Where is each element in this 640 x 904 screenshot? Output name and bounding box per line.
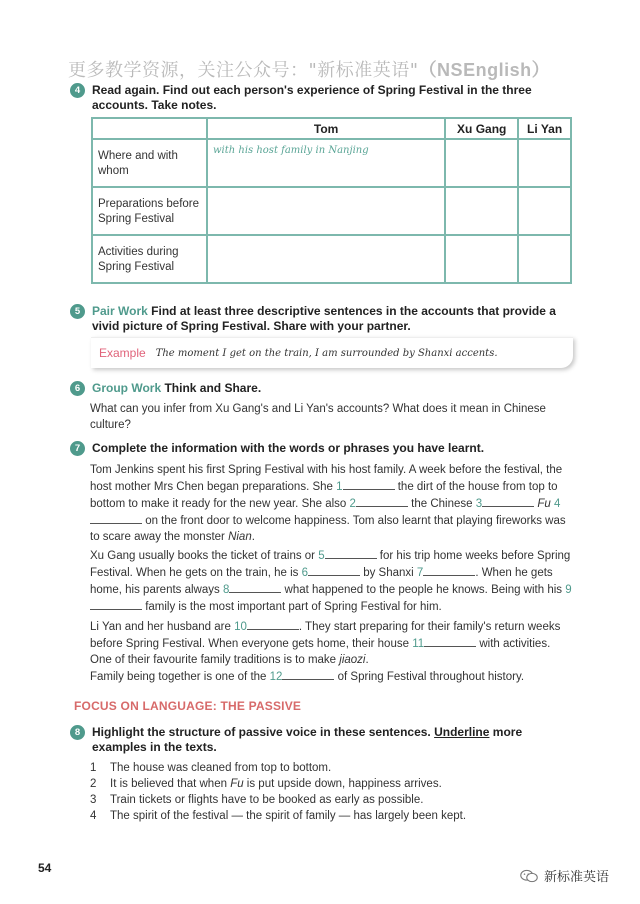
text-span: Tom Jenkins spent his first Spring Festival with his host family. A week before the festival, the host mother Mrs Chen began preparations. She: [90, 464, 563, 493]
list-item: [90, 792, 570, 808]
fill-blank[interactable]: [423, 564, 475, 576]
text-span: . When he gets home, his parents always: [90, 567, 553, 596]
question-8: [70, 725, 570, 755]
question-number-badge: 8: [70, 725, 85, 740]
blank-number: 2: [349, 498, 356, 510]
example-text: The moment I get on the train, I am surrounded by Shanxi accents.: [155, 347, 498, 359]
item-text: The house was cleaned from top to bottom.: [110, 762, 332, 774]
paragraph-li-yan: [90, 618, 574, 685]
answer-cell[interactable]: [518, 139, 571, 187]
text-span: the Chinese: [407, 498, 476, 510]
table-header-xu-gang: Xu Gang: [445, 118, 518, 139]
text-span: Family being together is one of the: [90, 671, 270, 683]
answer-cell[interactable]: [445, 139, 518, 187]
fill-blank[interactable]: [325, 547, 377, 559]
text-span: Li Yan and her husband are: [90, 621, 235, 633]
list-item: [90, 808, 570, 824]
question-number-badge: 6: [70, 381, 85, 396]
question-7-instruction: Complete the information with the words or phrases you have learnt.: [92, 441, 485, 455]
question-6-body: What can you infer from Xu Gang's and Li Yan's accounts? What does it mean in Chinese culture?: [90, 403, 546, 431]
text-span: what happened to the people he knows. Being with his: [281, 584, 566, 596]
answer-cell[interactable]: with his host family in Nanjing: [207, 139, 445, 187]
paragraph-tom: [90, 462, 574, 545]
table-header-blank: [92, 118, 207, 139]
text-span: .: [251, 531, 255, 543]
table-row: [92, 187, 571, 235]
text-span: .: [365, 654, 369, 666]
underline-word: Underline: [434, 725, 490, 739]
focus-section-title: FOCUS ON LANGUAGE: THE PASSIVE: [74, 699, 302, 713]
answer-cell[interactable]: [445, 187, 518, 235]
question-5: [70, 304, 570, 334]
item-number: 4: [90, 810, 97, 822]
fill-blank[interactable]: [424, 635, 476, 647]
list-item: [90, 760, 570, 776]
jiaozi-word: jiaozi: [339, 654, 366, 666]
watermark-english: （NSEnglish）: [418, 60, 551, 80]
blank-number: 5: [318, 550, 325, 562]
item-text: is put upside down, happiness arrives.: [243, 778, 442, 790]
answer-cell[interactable]: [518, 187, 571, 235]
item-text: It is believed that when: [110, 778, 231, 790]
question-number-badge: 5: [70, 304, 85, 319]
fu-word: Fu: [230, 778, 244, 790]
item-number: 1: [90, 762, 97, 774]
page-number: 54: [38, 861, 52, 875]
blank-number: 8: [222, 584, 230, 596]
q8-text-b: more examples in the texts.: [92, 725, 523, 754]
text-span: family is the most important part of Spring Festival for him.: [142, 601, 442, 613]
fill-blank[interactable]: [282, 668, 334, 680]
example-sentence-list: [90, 760, 570, 824]
text-span: by Shanxi: [360, 567, 417, 579]
blank-number: 11: [412, 638, 425, 650]
blank-number: 6: [301, 567, 308, 579]
question-4-instruction: Read again. Find out each person's experience of Spring Festival in the three accounts. Take notes.: [92, 83, 532, 112]
item-text: Train tickets or flights have to be booked as early as possible.: [110, 794, 424, 806]
brand-name: 新标准英语: [544, 870, 610, 885]
row-label: Activities during Spring Festival: [92, 235, 207, 283]
blank-number: 10: [234, 621, 247, 633]
item-number: 2: [90, 778, 97, 790]
example-box: [91, 337, 573, 368]
blank-number: 9: [565, 584, 572, 596]
table-header-tom: Tom: [207, 118, 445, 139]
fill-blank[interactable]: [356, 495, 408, 507]
fill-blank[interactable]: [247, 618, 299, 630]
question-6: [70, 381, 570, 396]
q8-text-a: Highlight the structure of passive voice in these sentences.: [92, 725, 435, 739]
question-6-instruction: Think and Share.: [164, 381, 262, 395]
question-number-badge: 7: [70, 441, 85, 456]
question-5-instruction: Find at least three descriptive sentences in the accounts that provide a vivid picture of Spring Festival. Share with your partner.: [92, 304, 556, 333]
list-item: [90, 776, 570, 792]
text-span: . They start preparing for their family's return weeks before Spring Festival. When everyone gets home, their house: [90, 621, 561, 650]
fill-blank[interactable]: [90, 598, 142, 610]
watermark-banner: [68, 56, 550, 82]
blank-number: 3: [475, 498, 483, 510]
watermark-brand: "新标准英语": [308, 60, 419, 81]
fu-word: Fu: [537, 498, 551, 510]
group-work-label: Group Work: [92, 381, 162, 395]
nian-word: Nian: [228, 531, 252, 543]
blank-number: 7: [416, 567, 424, 579]
text-span: on the front door to welcome happiness. Tom also learnt that playing fireworks was to scare away the monster: [90, 515, 566, 543]
blank-number: 12: [269, 671, 283, 683]
question-number-badge: 4: [70, 83, 85, 98]
text-span: with activities. One of their favourite family traditions is to make: [90, 638, 551, 666]
row-label: Where and with whom: [92, 139, 207, 187]
experience-table: [91, 117, 572, 284]
table-row: [92, 139, 571, 187]
text-span: for his trip home weeks before Spring Festival. When he gets on the train, he is: [90, 550, 571, 579]
fill-blank[interactable]: [90, 512, 142, 524]
answer-cell[interactable]: [518, 235, 571, 283]
fill-blank[interactable]: [343, 478, 395, 490]
question-4: [70, 83, 570, 113]
text-span: of Spring Festival throughout history.: [334, 671, 525, 683]
table-header-li-yan: Li Yan: [518, 118, 571, 139]
answer-cell[interactable]: [207, 187, 445, 235]
paragraph-xu-gang: [90, 547, 574, 615]
fill-blank[interactable]: [482, 495, 534, 507]
pair-work-label: Pair Work: [92, 304, 148, 318]
example-label: Example: [99, 346, 146, 360]
answer-cell[interactable]: [445, 235, 518, 283]
item-number: 3: [90, 794, 97, 806]
item-text: The spirit of the festival — the spirit of family — has largely been kept.: [110, 810, 467, 822]
answer-cell[interactable]: [207, 235, 445, 283]
brand-footer: [520, 866, 609, 885]
blank-number: 1: [336, 481, 343, 493]
blank-number: 4: [553, 498, 561, 510]
fill-blank[interactable]: [308, 564, 360, 576]
wechat-icon: [520, 869, 538, 883]
text-span: Xu Gang usually books the ticket of trains or: [90, 550, 319, 562]
question-7: [70, 441, 570, 456]
fill-blank[interactable]: [229, 581, 281, 593]
watermark-prefix: 更多教学资源，关注公众号：: [68, 60, 309, 81]
text-span: the dirt of the house from top to bottom to make it ready for the new year. She also: [90, 481, 558, 510]
table-row: [92, 235, 571, 283]
row-label: Preparations before Spring Festival: [92, 187, 207, 235]
